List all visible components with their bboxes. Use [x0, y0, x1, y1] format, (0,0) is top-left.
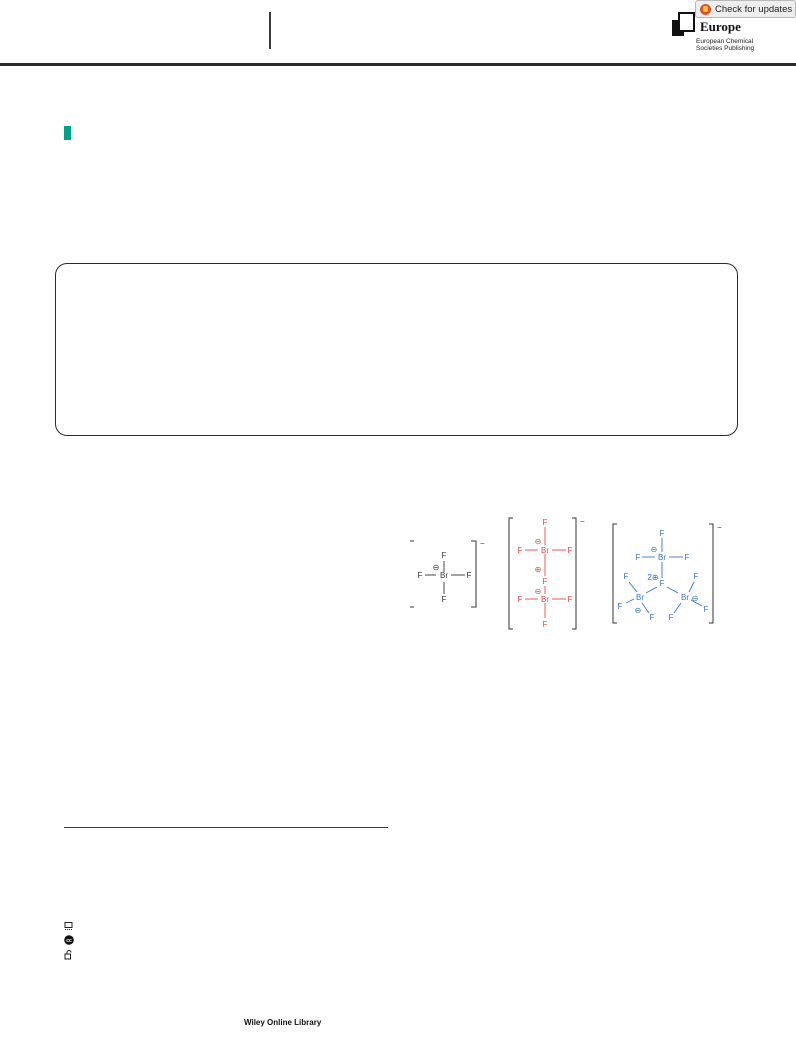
structure-3-f-top-left: F — [635, 553, 641, 562]
structure-3-f-left-1: F — [623, 572, 629, 581]
publisher-logo-icon — [672, 12, 694, 38]
structure-1-f-bottom: F — [441, 595, 447, 604]
abstract-box — [55, 263, 738, 436]
structure-2-f-bottom-left: F — [517, 595, 523, 604]
wiley-online-library-label[interactable]: Wiley Online Library — [244, 1018, 322, 1027]
structure-br3f10-anion — [613, 523, 722, 623]
structure-2-br-top: Br — [541, 546, 549, 555]
structures-svg — [405, 510, 735, 635]
structure-2-charge-top: ⊖ — [534, 537, 542, 546]
structure-3-br-left: Br — [636, 593, 644, 602]
structure-3-f-top: F — [659, 529, 665, 538]
structure-1-f-right: F — [466, 571, 472, 580]
crossmark-icon — [700, 4, 711, 15]
structure-1-f-left: F — [417, 571, 423, 580]
structure-2-f-bottom: F — [542, 620, 548, 629]
supporting-info-icon[interactable] — [64, 918, 73, 927]
structure-2-charge-bridge: ⊕ — [534, 565, 542, 574]
structure-3-f-left-2: F — [617, 602, 623, 611]
structure-3-charge: − — [717, 523, 722, 532]
structure-2-f-top-left: F — [517, 546, 523, 555]
bromine-fluoride-anions-figure — [405, 510, 735, 635]
structure-br2f7-anion — [509, 517, 585, 629]
structure-3-br-right: Br — [681, 593, 689, 602]
structure-2-br-bottom: Br — [541, 595, 549, 604]
structure-3-center-charge: 2⊕ — [647, 573, 659, 582]
logo-title: Europe — [700, 19, 741, 34]
svg-text:cc: cc — [66, 938, 72, 944]
structure-3-f-center: F — [659, 579, 665, 588]
structure-3-br-top: Br — [658, 553, 666, 562]
structure-3-charge-top: ⊖ — [650, 545, 658, 554]
open-access-icon[interactable] — [64, 947, 73, 956]
check-for-updates-label: Check for updates — [715, 3, 793, 15]
structure-3-charge-right: ⊖ — [691, 594, 699, 603]
structure-2-f-top-right: F — [567, 546, 573, 555]
header-divider — [269, 12, 271, 49]
structure-3-f-right-2: F — [703, 605, 709, 614]
header-rule — [0, 63, 796, 66]
structure-3-f-right-1: F — [693, 572, 699, 581]
structure-3-f-right-3: F — [668, 613, 674, 622]
structure-2-f-bridge: F — [542, 577, 548, 586]
structure-3-f-left-3: F — [649, 613, 655, 622]
creative-commons-icon[interactable] — [64, 932, 74, 942]
structure-1-f-top: F — [441, 551, 447, 560]
structure-brf4-anion — [410, 539, 485, 607]
structure-2-f-bottom-right: F — [567, 595, 573, 604]
footnote-rule — [64, 827, 388, 828]
logo-subtitle-line-1: European Chemical — [696, 38, 754, 45]
logo-subtitle-line-2: Societies Publishing — [696, 45, 755, 52]
structure-3-f-top-right: F — [684, 553, 690, 562]
structure-2-f-top: F — [542, 518, 548, 527]
structure-2-charge: − — [580, 517, 585, 526]
structure-1-charge: − — [480, 539, 485, 548]
section-marker — [64, 126, 71, 140]
structure-1-br: Br — [440, 571, 448, 580]
check-for-updates-button[interactable] — [695, 0, 796, 18]
structure-1-formal-charge: ⊖ — [432, 563, 440, 572]
structure-2-charge-bottom: ⊖ — [534, 587, 542, 596]
structure-3-charge-left: ⊖ — [634, 606, 642, 615]
